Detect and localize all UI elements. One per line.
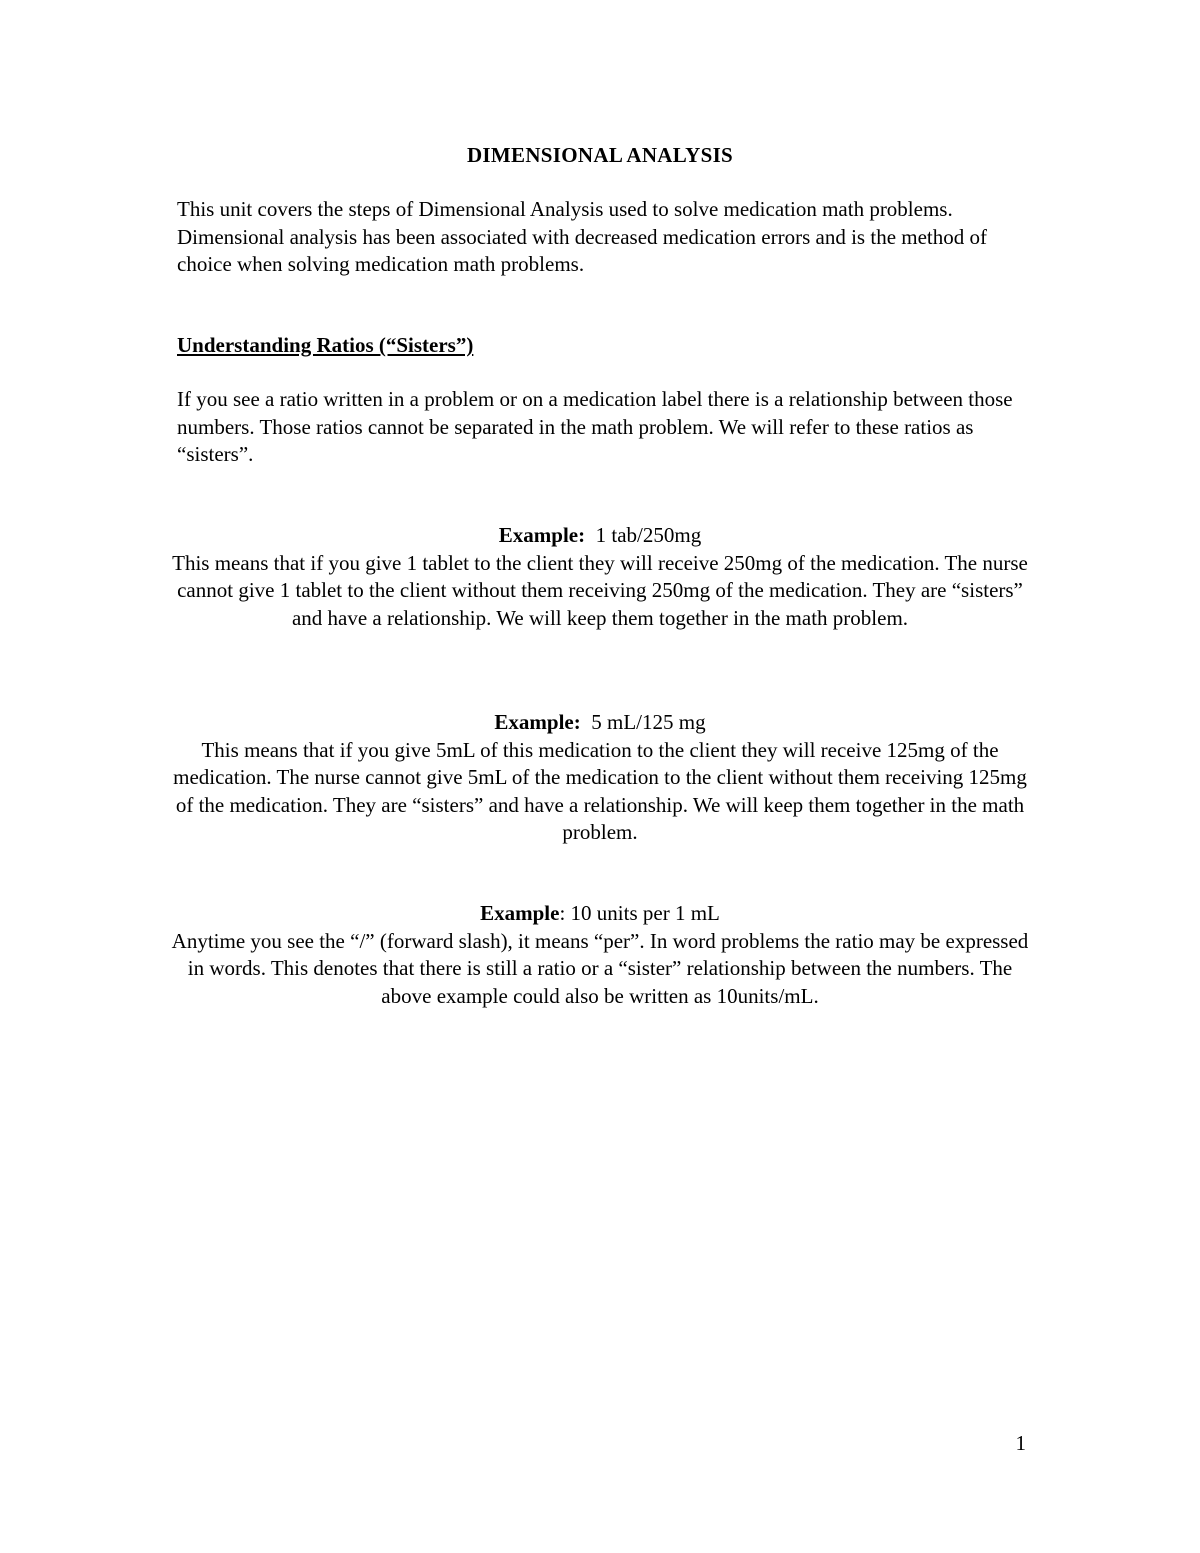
example-block-3 (170, 900, 1030, 1010)
example-value: 5 mL/125 mg (591, 710, 706, 734)
example-text: This means that if you give 1 tablet to the client they will receive 250mg of the medication. The nurse cannot give 1 tablet to the client without them receiving 250mg of the medication. They are “sisters” and have a relationship. We will keep them together in the math problem. (172, 550, 1028, 630)
example-label: Example: (494, 710, 581, 734)
example-heading (170, 709, 1030, 737)
example-heading (170, 522, 1030, 550)
ratio-paragraph: If you see a ratio written in a problem or on a medication label there is a relationship between those numbers. Those ratios cannot be separated in the math problem. We will refer to these ratios as “sisters”. (177, 387, 1013, 466)
page-title: DIMENSIONAL ANALYSIS (466, 143, 734, 167)
example-label: Example (480, 901, 560, 925)
intro-paragraph: This unit covers the steps of Dimensional Analysis used to solve medication math problems. Dimensional analysis has been associated with decreased medication errors and is the method of choice when solving medication math problems. (177, 197, 987, 276)
example-text: Anytime you see the “/” (forward slash), it means “per”. In word problems the ratio may be expressed in words. This denotes that there is still a ratio or a “sister” relationship between the numbers. The above example could also be written as 10units/mL. (171, 928, 1029, 1008)
example-block-2 (170, 709, 1030, 847)
example-value: 1 tab/250mg (595, 523, 702, 547)
example-value: : 10 units per 1 mL (559, 901, 720, 925)
example-label: Example: (498, 523, 586, 547)
example-heading (170, 900, 1030, 928)
example-block-1 (170, 522, 1030, 632)
example-text: This means that if you give 5mL of this medication to the client they will receive 125mg of the medication. The nurse cannot give 5mL of the medication to the client without them receiving 125mg of the medication. They are “sisters” and have a relationship. We will keep them together in the math problem. (173, 737, 1027, 844)
page-number: 1 (1015, 1431, 1026, 1455)
section-heading: Understanding Ratios (“Sisters”) (177, 333, 474, 357)
